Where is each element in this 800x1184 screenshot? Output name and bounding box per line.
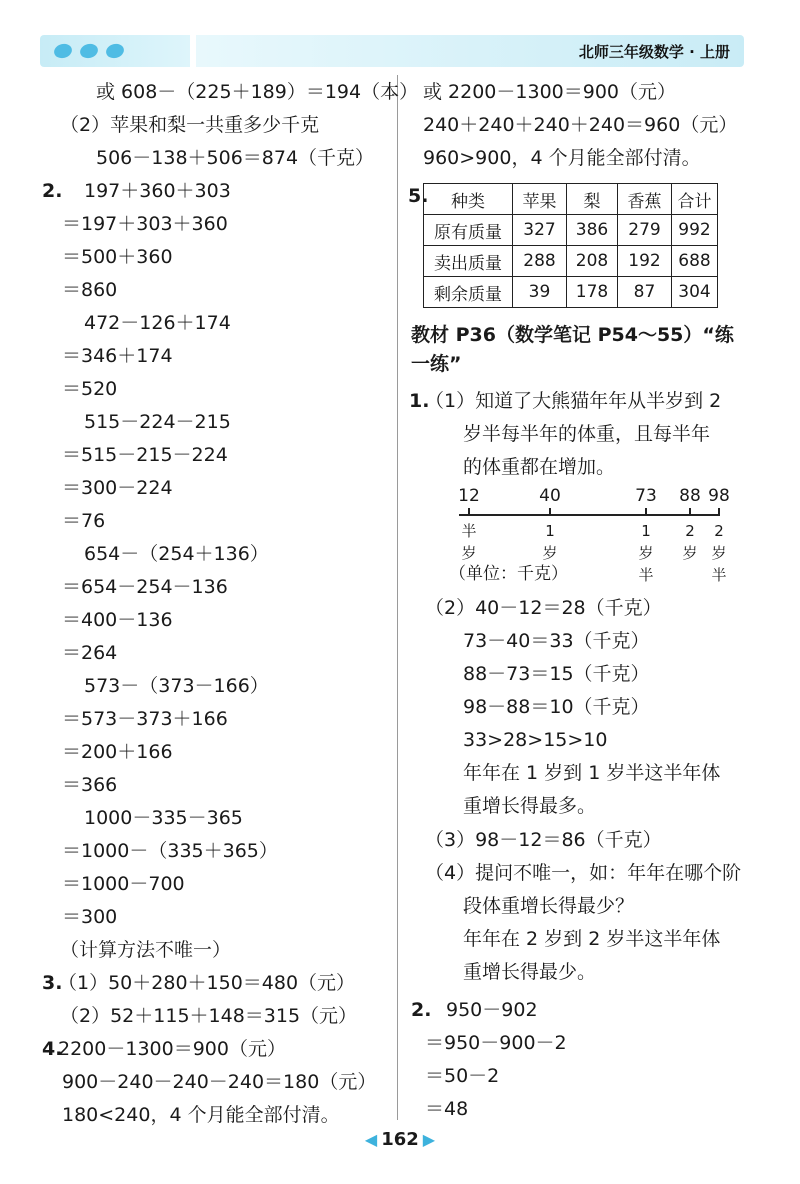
table-cell: 剩余质量 (424, 277, 513, 308)
table-cell: 87 (618, 277, 672, 308)
question-number: 1. (409, 390, 430, 412)
question-number: 2. (411, 999, 432, 1021)
age-label: 2 岁 (682, 522, 698, 562)
header-bar (196, 35, 744, 67)
table-cell: 386 (567, 215, 618, 246)
question-line: （2）苹果和梨一共重多少千克 (60, 114, 320, 136)
answer-line: （2）52＋115＋148＝315（元） (60, 1005, 358, 1027)
table-header-cell: 苹果 (513, 184, 567, 215)
answer-line: 88－73＝15（千克） (463, 663, 650, 685)
age-label: 1 岁 半 (638, 522, 654, 584)
section-heading: 教材 P36（数学笔记 P54～55）“练 (411, 324, 734, 346)
math-line: ＝1000－700 (62, 873, 185, 895)
dot-icon (78, 42, 99, 60)
answer-line: 年年在 2 岁到 2 岁半这半年体 (463, 928, 721, 950)
age-label: 半 岁 (461, 522, 477, 562)
header-decoration (40, 35, 190, 67)
answer-line: 2200－1300＝900（元） (58, 1038, 286, 1060)
table-cell: 279 (618, 215, 672, 246)
table-cell: 39 (513, 277, 567, 308)
math-line: 1000－335－365 (84, 807, 243, 829)
math-line: ＝200＋166 (62, 741, 173, 763)
table-header-cell: 梨 (567, 184, 618, 215)
answer-line: 岁半每半年的体重，且每半年 (463, 423, 711, 445)
answer-line: 33>28>15>10 (463, 729, 608, 751)
math-line: ＝515－215－224 (62, 444, 228, 466)
math-line: ＝50－2 (425, 1065, 500, 1087)
answer-line: （2）40－12＝28（千克） (425, 597, 662, 619)
table-cell: 992 (672, 215, 718, 246)
table-cell: 288 (513, 246, 567, 277)
section-heading: 一练” (411, 353, 462, 375)
tick-value: 12 (458, 486, 480, 506)
page-header (40, 35, 744, 67)
math-line: ＝654－254－136 (62, 576, 228, 598)
number-line-tick (468, 508, 470, 516)
number-line-tick (689, 508, 691, 516)
math-line: ＝264 (62, 642, 118, 664)
answer-line: （1）50＋280＋150＝480（元） (58, 972, 356, 994)
answer-line: 段体重增长得最少？ (463, 895, 635, 917)
math-line: 573－（373－166） (84, 675, 269, 697)
age-label: 2 岁 半 (711, 522, 727, 584)
page-number (355, 1128, 445, 1154)
math-line: ＝366 (62, 774, 118, 796)
math-line: 197＋360＋303 (84, 180, 231, 202)
math-line: ＝346＋174 (62, 345, 173, 367)
age-label: 1 岁 (542, 522, 558, 562)
answer-line: 年年在 1 岁到 1 岁半这半年体 (463, 762, 721, 784)
math-line: ＝76 (62, 510, 106, 532)
table-header-cell: 香蕉 (618, 184, 672, 215)
math-line: ＝48 (425, 1098, 469, 1120)
table-row (424, 215, 718, 246)
math-line: ＝520 (62, 378, 118, 400)
answer-line: 240＋240＋240＋240＝960（元） (423, 114, 738, 136)
math-line: ＝860 (62, 279, 118, 301)
tick-value: 73 (635, 486, 657, 506)
question-number: 3. (42, 972, 63, 994)
number-line-tick (718, 508, 720, 516)
math-line: 515－224－215 (84, 411, 231, 433)
answer-line: （4）提问不唯一，如：年年在哪个阶 (425, 862, 742, 884)
prev-arrow-icon: ◀ (364, 1130, 378, 1149)
dot-icon (52, 42, 73, 60)
answer-line: 73－40＝33（千克） (463, 630, 650, 652)
math-line: ＝500＋360 (62, 246, 173, 268)
number-line-tick (549, 508, 551, 516)
book-title: 北师三年级数学 · 上册 (578, 43, 730, 61)
answer-line: 900－240－240－240＝180（元） (62, 1071, 377, 1093)
answer-line: 的体重都在增加。 (463, 456, 616, 478)
question-number: 5. (408, 185, 429, 207)
math-line: 950－902 (446, 999, 538, 1021)
question-number: 2. (42, 180, 63, 202)
table-header-cell: 合计 (672, 184, 718, 215)
answer-line: 或 608－（225＋189）＝194（本） (96, 81, 419, 103)
answer-line: （1）知道了大熊猫年年从半岁到 2 (425, 390, 722, 412)
table-header-cell: 种类 (424, 184, 513, 215)
answer-line: 180<240，4 个月能全部付清。 (62, 1104, 340, 1126)
question-number: 4. (42, 1038, 63, 1060)
tick-value: 88 (679, 486, 701, 506)
table-cell: 688 (672, 246, 718, 277)
table-cell: 192 (618, 246, 672, 277)
math-line: ＝197＋303＋360 (62, 213, 228, 235)
note-line: （计算方法不唯一） (60, 939, 232, 961)
tick-value: 98 (708, 486, 730, 506)
page-number-value: 162 (381, 1129, 419, 1150)
table-cell: 304 (672, 277, 718, 308)
answer-line: 重增长得最多。 (463, 795, 597, 817)
next-arrow-icon: ▶ (422, 1130, 436, 1149)
table-row (424, 277, 718, 308)
answer-line: 98－88＝10（千克） (463, 696, 650, 718)
table-cell: 327 (513, 215, 567, 246)
answer-line: 重增长得最少。 (463, 961, 597, 983)
answer-line: （3）98－12＝86（千克） (425, 829, 662, 851)
answer-line: 506－138＋506＝874（千克） (96, 147, 375, 169)
dot-icon (104, 42, 125, 60)
answer-line: 或 2200－1300＝900（元） (423, 81, 677, 103)
table-cell: 原有质量 (424, 215, 513, 246)
number-line-axis (459, 514, 719, 516)
table-row (424, 246, 718, 277)
unit-label: （单位：千克） (449, 564, 568, 584)
number-line-tick (645, 508, 647, 516)
table-cell: 178 (567, 277, 618, 308)
answer-line: 960>900，4 个月能全部付清。 (423, 147, 701, 169)
tick-value: 40 (539, 486, 561, 506)
table-header-row (424, 184, 718, 215)
math-line: ＝400－136 (62, 609, 173, 631)
table-cell: 208 (567, 246, 618, 277)
math-line: ＝573－373＋166 (62, 708, 228, 730)
math-line: ＝300 (62, 906, 118, 928)
column-divider (397, 75, 398, 1120)
mass-table (423, 183, 718, 308)
math-line: ＝950－900－2 (425, 1032, 567, 1054)
math-line: 654－（254＋136） (84, 543, 269, 565)
math-line: ＝300－224 (62, 477, 173, 499)
math-line: 472－126＋174 (84, 312, 231, 334)
math-line: ＝1000－（335＋365） (62, 840, 278, 862)
table-cell: 卖出质量 (424, 246, 513, 277)
